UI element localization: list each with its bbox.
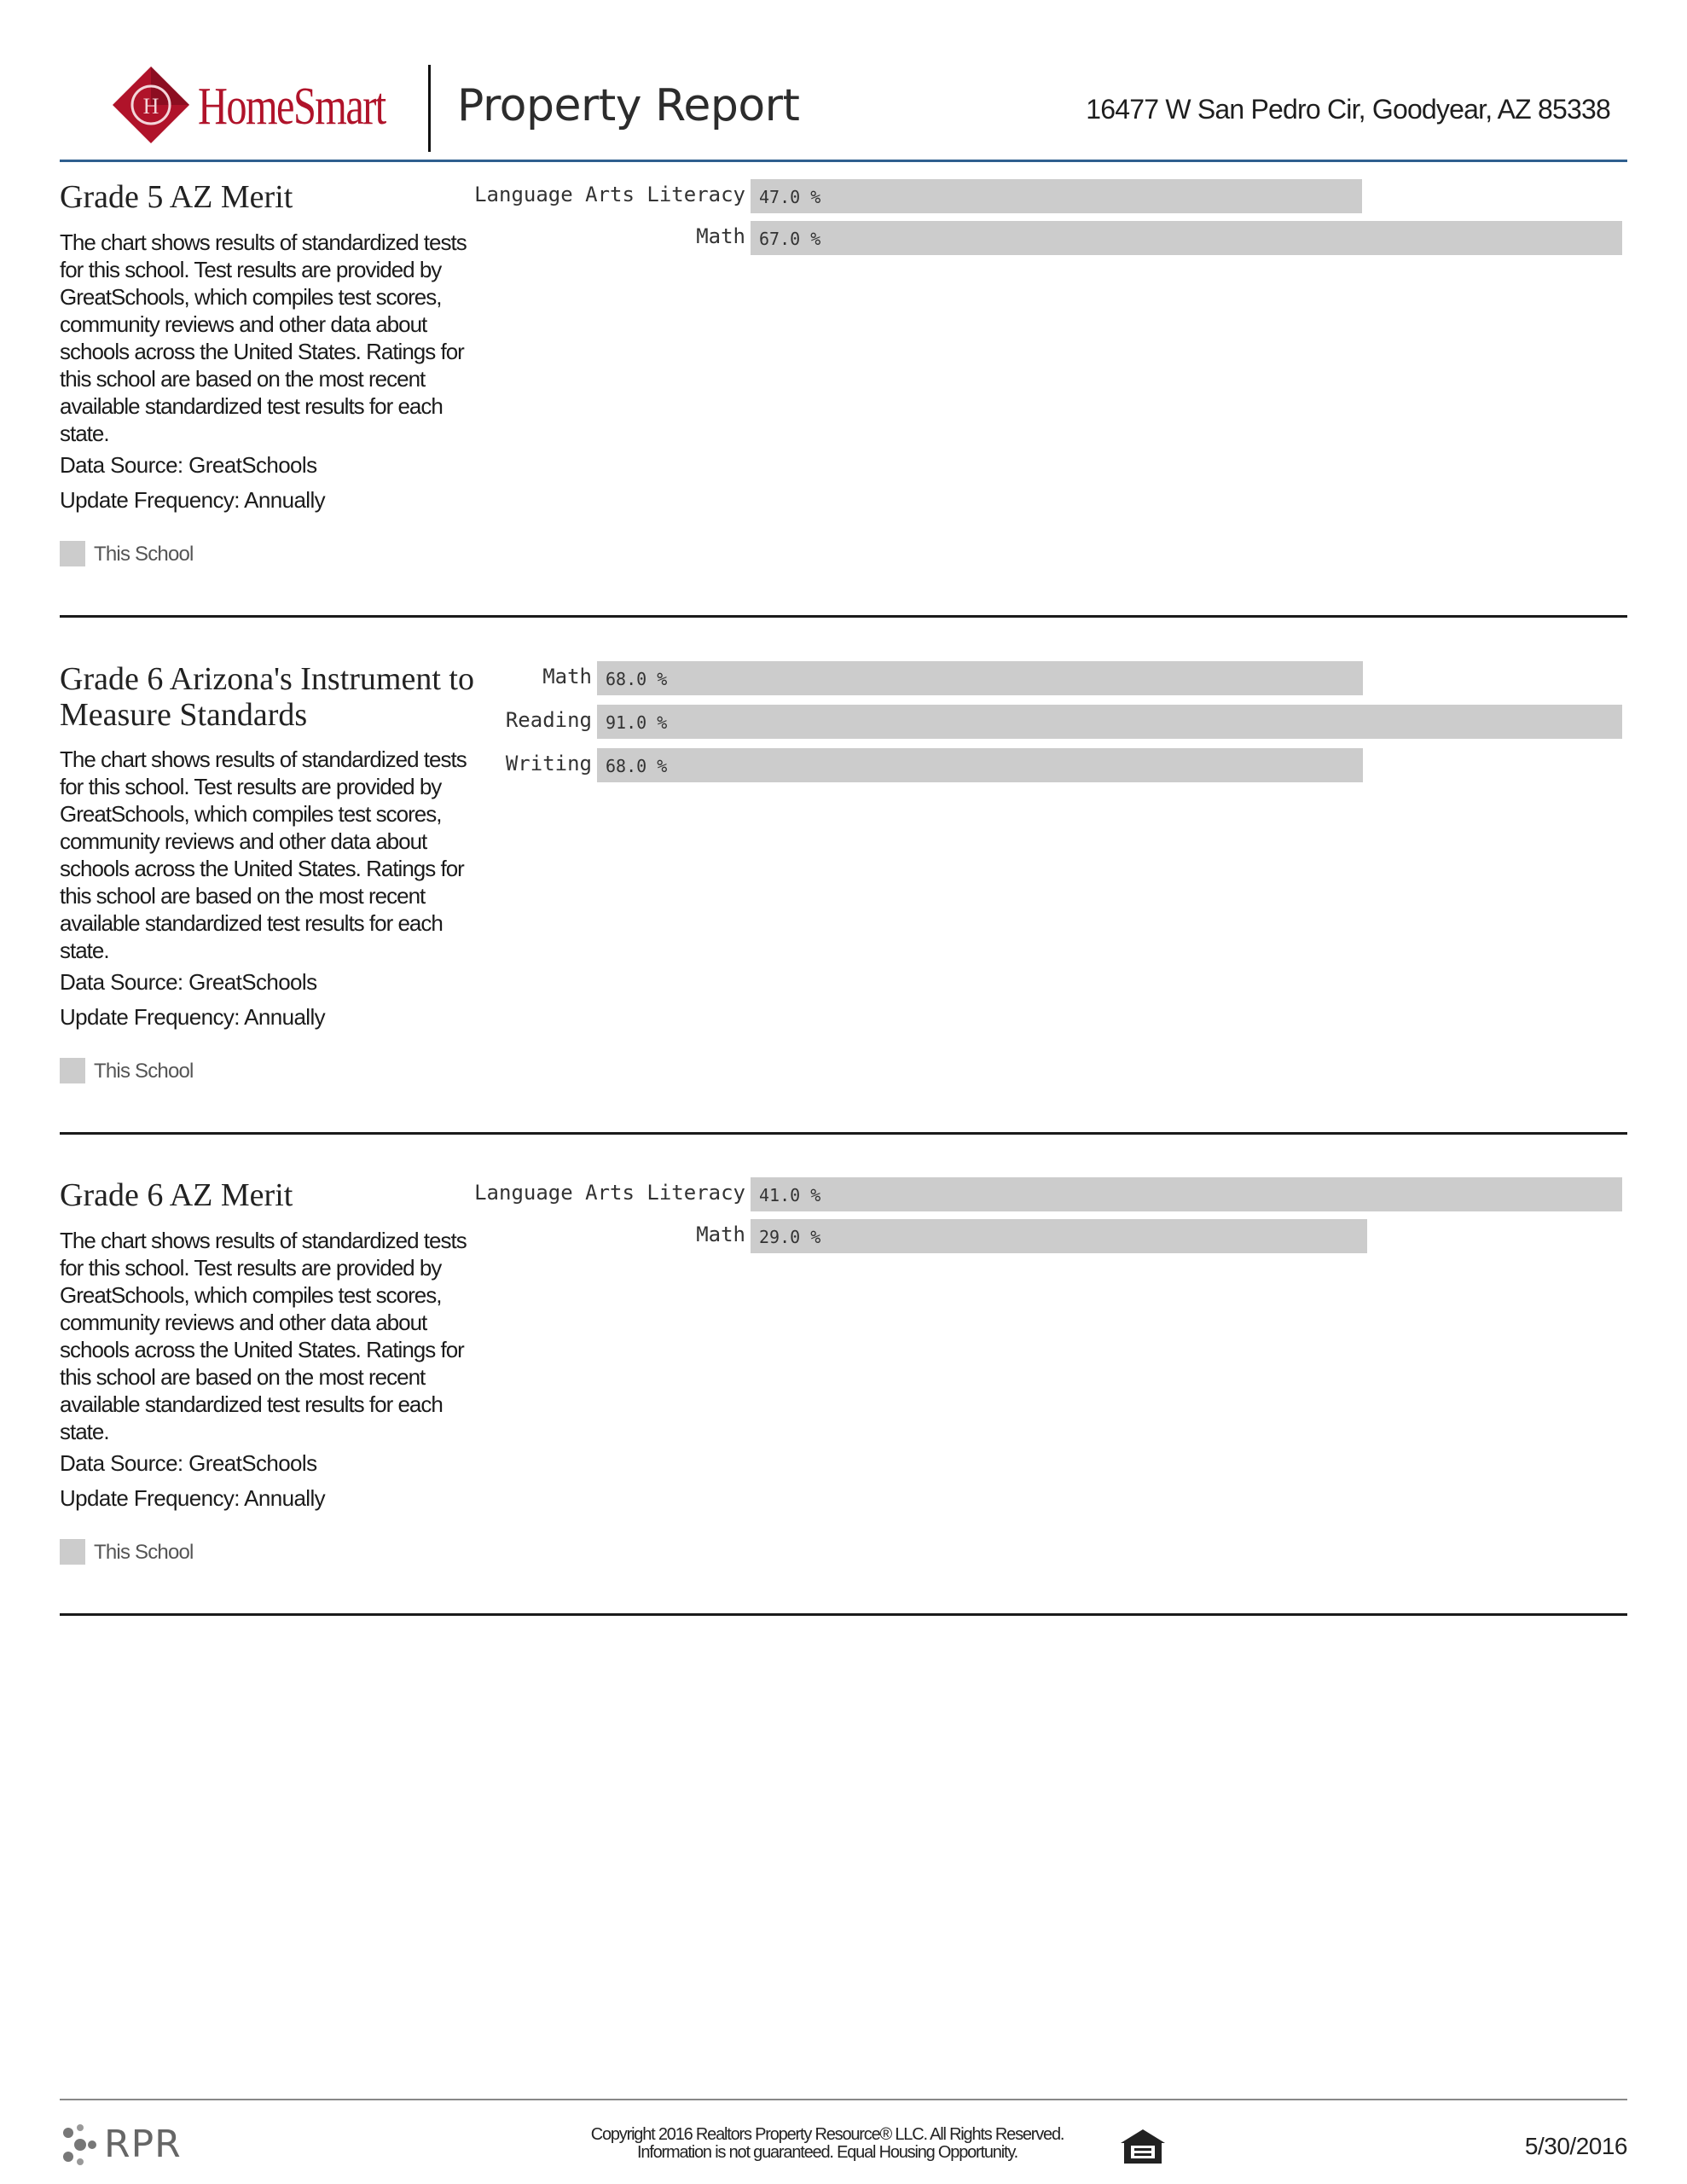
- bar-row: [60, 179, 1622, 213]
- section-title: Grade 6 AZ Merit: [60, 1177, 293, 1213]
- legend-swatch: [60, 1539, 85, 1565]
- bar: [751, 1219, 1367, 1253]
- bar-chart: [60, 1177, 1627, 1263]
- data-source: Data Source: GreatSchools: [60, 969, 317, 995]
- report-date: 5/30/2016: [1524, 2133, 1627, 2159]
- bar-category-label: Math: [696, 224, 745, 248]
- section-divider: [60, 615, 1627, 618]
- bar-value-label: 41.0 %: [759, 1185, 821, 1205]
- section-grade6-az-merit: [60, 1177, 1627, 1621]
- data-source: Data Source: GreatSchools: [60, 1450, 317, 1476]
- bar-value-label: 68.0 %: [606, 756, 668, 776]
- bar-chart: [60, 179, 1627, 264]
- bar-category-label: Language Arts Literacy: [474, 1181, 745, 1205]
- rpr-dots-icon: [60, 2121, 101, 2169]
- bar: [751, 179, 1362, 213]
- bar-row: [60, 705, 1622, 739]
- bar: [597, 705, 1622, 739]
- legend-swatch: [60, 541, 85, 566]
- bar-row: [60, 221, 1622, 255]
- bar: [751, 1177, 1622, 1211]
- disclaimer-line: Information is not guaranteed. Equal Housing Opportunity.: [637, 2143, 1017, 2162]
- rpr-wordmark: RPR: [104, 2123, 182, 2166]
- footer-rule: [60, 2099, 1627, 2100]
- rpr-logo: [60, 2119, 205, 2170]
- section-description: The chart shows results of standardized tests for this school. Test results are provided by GreatSchools, which compiles test scores, community reviews and other data about schools across the United States. Ratings for this school are based on the most recent available standardized test results for each state.: [60, 1228, 467, 1444]
- bar-category-label: Math: [542, 665, 592, 688]
- section-divider: [60, 1613, 1627, 1616]
- bar: [751, 221, 1622, 255]
- bar: [597, 661, 1363, 695]
- svg-text:H: H: [142, 94, 159, 119]
- legend-label: This School: [94, 1541, 194, 1564]
- copyright-line: Copyright 2016 Realtors Property Resource® LLC. All Rights Reserved.: [590, 2125, 1064, 2144]
- update-frequency: Update Frequency: Annually: [60, 1004, 326, 1030]
- update-frequency: Update Frequency: Annually: [60, 487, 326, 513]
- page-header: [60, 51, 1627, 162]
- homesmart-diamond-icon: [104, 60, 198, 154]
- bar-row: [60, 661, 1622, 695]
- section-title: Grade 5 AZ Merit: [60, 179, 293, 215]
- bar-category-label: Reading: [505, 708, 592, 732]
- homesmart-logo: [104, 60, 394, 154]
- bar-value-label: 47.0 %: [759, 187, 821, 207]
- legend-label: This School: [94, 1060, 194, 1083]
- page-title: Property Report: [457, 80, 800, 131]
- bar-row: [60, 1177, 1622, 1211]
- bar: [597, 748, 1363, 782]
- bar-value-label: 29.0 %: [759, 1227, 821, 1247]
- section-divider: [60, 1132, 1627, 1135]
- bar-category-label: Writing: [505, 752, 592, 775]
- copyright-notice: [546, 2126, 1109, 2162]
- header-divider: [428, 65, 431, 152]
- bar-row: [60, 748, 1622, 782]
- legend-label: This School: [94, 543, 194, 566]
- bar-value-label: 91.0 %: [606, 712, 668, 733]
- update-frequency: Update Frequency: Annually: [60, 1485, 326, 1511]
- bar-value-label: 67.0 %: [759, 229, 821, 249]
- bar-value-label: 68.0 %: [606, 669, 668, 689]
- section-description: The chart shows results of standardized tests for this school. Test results are provided by GreatSchools, which compiles test scores, community reviews and other data about schools across the United States. Ratings for this school are based on the most recent available standardized test results for each state.: [60, 229, 467, 446]
- data-source: Data Source: GreatSchools: [60, 452, 317, 478]
- bar-chart: [60, 661, 1627, 789]
- section-title: Grade 6 Arizona's Instrument to Measure Standards: [60, 661, 474, 733]
- bar-row: [60, 1219, 1622, 1253]
- bar-category-label: Math: [696, 1223, 745, 1246]
- legend-swatch: [60, 1058, 85, 1083]
- section-grade5-az-merit: [60, 179, 1627, 619]
- brand-wordmark: HomeSmart: [198, 78, 386, 136]
- header-rule: [60, 160, 1627, 162]
- property-address: 16477 W San Pedro Cir, Goodyear, AZ 85338: [1086, 94, 1610, 125]
- section-description: The chart shows results of standardized tests for this school. Test results are provided by GreatSchools, which compiles test scores, community reviews and other data about schools across the United States. Ratings for this school are based on the most recent available standardized test results for each state.: [60, 746, 467, 963]
- equal-housing-icon: [1119, 2128, 1167, 2165]
- bar-category-label: Language Arts Literacy: [474, 183, 745, 206]
- section-grade6-aims: [60, 661, 1627, 1139]
